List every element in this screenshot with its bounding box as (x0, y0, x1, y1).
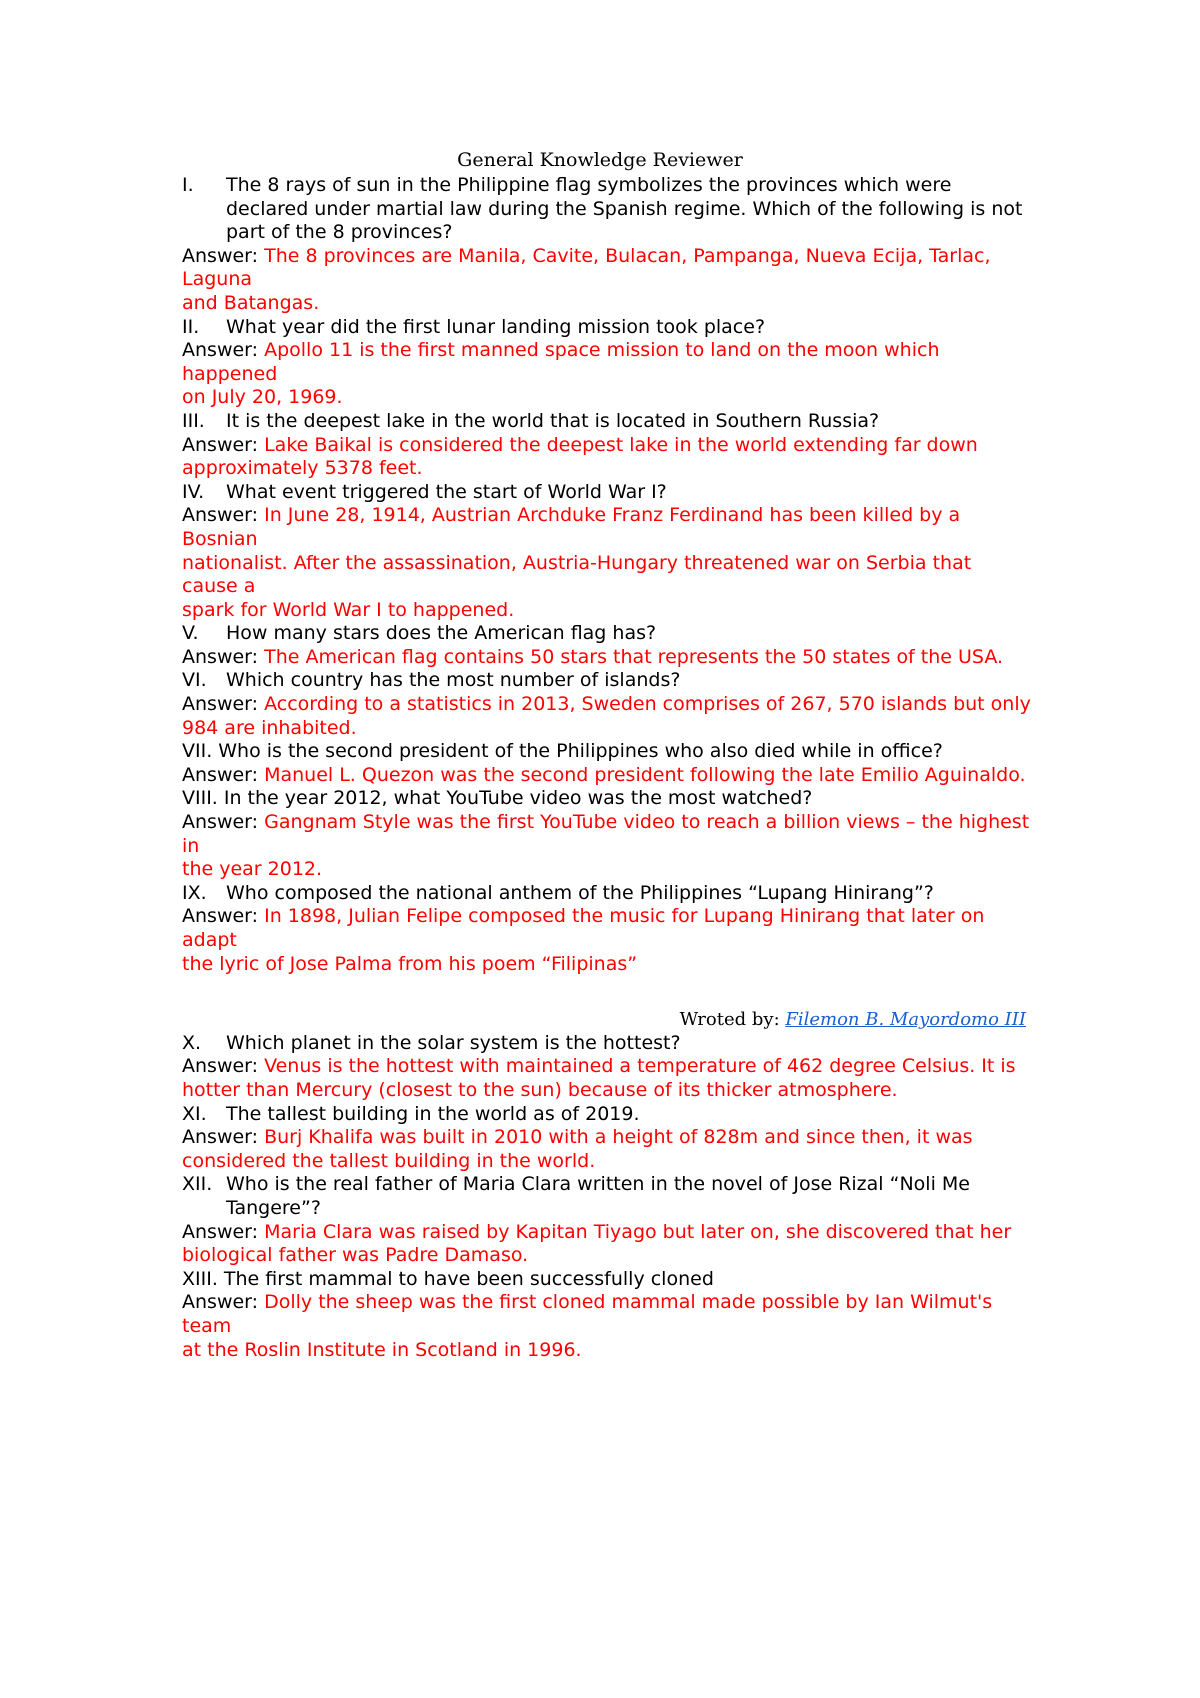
author-byline (182, 1008, 1032, 1032)
question-number: II. (182, 315, 200, 338)
question-item (182, 622, 1032, 646)
author-link[interactable]: Filemon B. Mayordomo III (785, 1008, 1026, 1030)
page-title: General Knowledge Reviewer (457, 149, 743, 171)
answer-text: at the Roslin Institute in Scotland in 1996. (182, 1338, 582, 1361)
answer-label: Answer: (182, 433, 259, 456)
question-text: Which planet in the solar system is the hottest? (226, 1031, 681, 1054)
question-text: What event triggered the start of World War I? (226, 480, 667, 503)
answer-line (182, 1221, 1032, 1245)
answer-text: spark for World War I to happened. (182, 598, 515, 621)
question-text: In the year 2012, what YouTube video was the most watched? (223, 787, 813, 810)
question-number: XII. (182, 1173, 213, 1196)
answer-text: Manuel L. Quezon was the second president following the late Emilio Aguinaldo. (264, 763, 1026, 786)
answer-label: Answer: (182, 1055, 259, 1078)
question-number: III. (182, 409, 205, 432)
answer-label: Answer: (182, 645, 259, 668)
question-text: It is the deepest lake in the world that is located in Southern Russia? (226, 409, 880, 432)
question-item (182, 316, 1032, 340)
question-text: Who is the real father of Maria Clara written in the novel of Jose Rizal “Noli Me Tangere”? (226, 1173, 970, 1219)
answer-line (182, 646, 1032, 670)
question-number: XI. (182, 1102, 207, 1125)
answer-line (182, 811, 1032, 858)
answer-label: Answer: (182, 244, 259, 267)
document-body (182, 174, 1032, 1362)
question-number: X. (182, 1031, 202, 1054)
question-number: VI. (182, 669, 207, 692)
answer-text: Burj Khalifa was built in 2010 with a height of 828m and since then, it was (264, 1126, 973, 1149)
answer-text: The 8 provinces are Manila, Cavite, Bulacan, Pampanga, Nueva Ecija, Tarlac, Laguna (182, 244, 991, 291)
question-text: Which country has the most number of islands? (226, 669, 681, 692)
answer-label: Answer: (182, 1220, 259, 1243)
question-item (182, 174, 1032, 245)
answer-text: Dolly the sheep was the first cloned mammal made possible by Ian Wilmut's team (182, 1291, 993, 1337)
answer-text: Gangnam Style was the first YouTube video to reach a billion views – the highest in (182, 811, 1030, 857)
answer-text: Venus is the hottest with maintained a temperature of 462 degree Celsius. It is (264, 1055, 1016, 1078)
question-number: VIII. (182, 787, 218, 810)
question-item (182, 1268, 1032, 1292)
answer-text: According to a statistics in 2013, Sweden comprises of 267, 570 islands but only (264, 693, 1031, 716)
question-number: IV. (182, 480, 205, 503)
question-item (182, 410, 1032, 434)
answer-line (182, 1055, 1032, 1079)
answer-text: Apollo 11 is the first manned space mission to land on the moon which happened (182, 339, 940, 385)
spacer (182, 976, 1032, 1000)
question-item (182, 1173, 1032, 1220)
answer-text: the lyric of Jose Palma from his poem “Filipinas” (182, 952, 638, 975)
answer-text: The American flag contains 50 stars that represents the 50 states of the USA. (264, 645, 1004, 668)
question-number: IX. (182, 881, 207, 904)
question-text: The first mammal to have been successfully cloned (223, 1267, 714, 1290)
question-number: XIII. (182, 1267, 218, 1290)
answer-line (182, 434, 1032, 458)
answer-line (182, 764, 1032, 788)
answer-line (182, 1291, 1032, 1338)
answer-label: Answer: (182, 905, 259, 928)
byline-label: Wroted by: (679, 1008, 786, 1030)
answer-text: Lake Baikal is considered the deepest lake in the world extending far down (264, 433, 978, 456)
answer-line (182, 1126, 1032, 1150)
answer-text: In 1898, Julian Felipe composed the music for Lupang Hinirang that later on adapt (182, 905, 985, 951)
question-item (182, 787, 1032, 811)
answer-label: Answer: (182, 763, 259, 786)
question-text: Who composed the national anthem of the Philippines “Lupang Hinirang”? (226, 881, 934, 904)
answer-line (182, 245, 1032, 292)
answer-label: Answer: (182, 339, 259, 362)
question-number: VII. (182, 740, 213, 763)
answer-text: and Batangas. (182, 291, 320, 314)
answer-text: nationalist. After the assassination, Austria-Hungary threatened war on Serbia that cause a (182, 551, 972, 598)
answer-line (182, 693, 1032, 717)
question-item (182, 1103, 1032, 1127)
answer-text: the year 2012. (182, 858, 323, 881)
answer-label: Answer: (182, 811, 259, 834)
answer-label: Answer: (182, 504, 259, 527)
question-number: V. (182, 622, 199, 645)
answer-line (182, 504, 1032, 551)
question-text: The 8 rays of sun in the Philippine flag symbolizes the provinces which were declared under martial law during the Spanish regime. Which of the following is not part of the 8 provinces? (226, 174, 1023, 244)
answer-line (182, 905, 1032, 952)
answer-text: hotter than Mercury (closest to the sun) because of its thicker atmosphere. (182, 1078, 898, 1101)
answer-text: approximately 5378 feet. (182, 457, 423, 480)
question-item (182, 1032, 1032, 1056)
question-number: I. (182, 174, 194, 196)
question-item (182, 882, 1032, 906)
question-item (182, 740, 1032, 764)
question-text: The tallest building in the world as of 2019. (226, 1102, 640, 1125)
answer-text: 984 are inhabited. (182, 716, 357, 739)
answer-text: on July 20, 1969. (182, 386, 343, 409)
answer-text: In June 28, 1914, Austrian Archduke Franz Ferdinand has been killed by a Bosnian (182, 504, 961, 550)
answer-line (182, 339, 1032, 386)
answer-label: Answer: (182, 693, 259, 716)
question-text: What year did the first lunar landing mission took place? (226, 315, 766, 338)
answer-text: considered the tallest building in the world. (182, 1149, 596, 1172)
answer-label: Answer: (182, 1291, 259, 1314)
question-text: Who is the second president of the Philippines who also died while in office? (218, 740, 943, 763)
answer-text: biological father was Padre Damaso. (182, 1244, 529, 1267)
question-item (182, 481, 1032, 505)
question-text: How many stars does the American flag has? (226, 622, 657, 645)
question-item (182, 669, 1032, 693)
answer-label: Answer: (182, 1126, 259, 1149)
answer-text: Maria Clara was raised by Kapitan Tiyago but later on, she discovered that her (264, 1220, 1012, 1243)
